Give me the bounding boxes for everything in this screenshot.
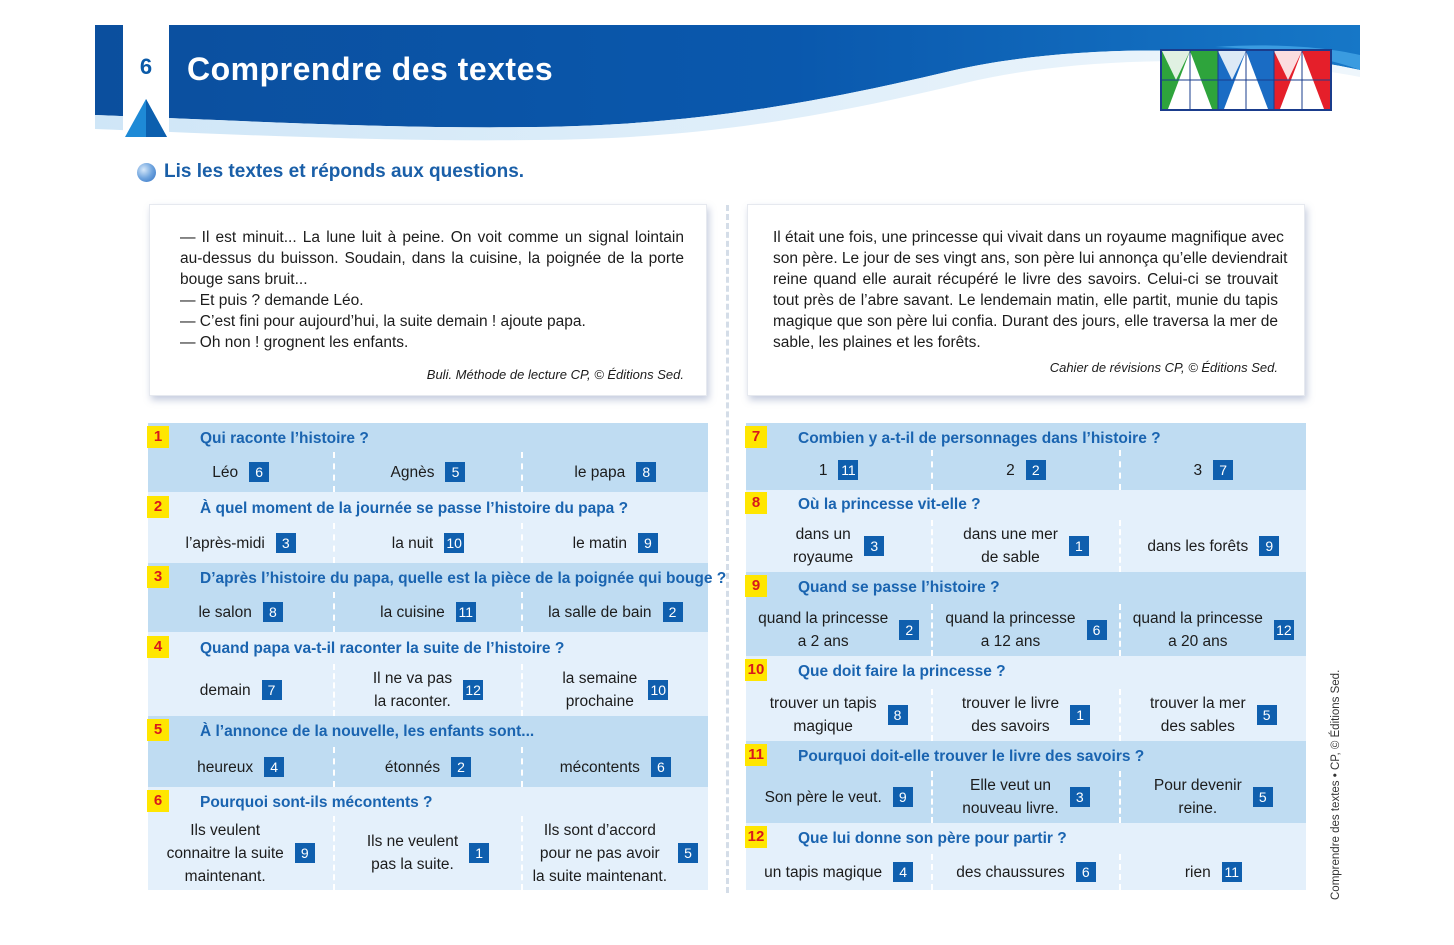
text-line: bouge sans bruit... (180, 271, 308, 288)
question-number: 4 (147, 636, 169, 658)
answer-option[interactable] (333, 592, 520, 632)
answer-line: de sable (981, 549, 1040, 566)
answer-line: la nuit (391, 534, 434, 552)
answer-label (562, 667, 637, 713)
answer-code-badge: 5 (1253, 787, 1273, 807)
answer-option[interactable] (148, 664, 333, 716)
answer-line: prochaine (565, 693, 634, 710)
answer-label (385, 756, 440, 779)
answer-label (392, 532, 433, 555)
text-line: tout près de l’abre savant. Le lendemain matin, elle partit, munie du tapis (773, 292, 1278, 309)
answer-label (1194, 459, 1203, 482)
answer-option[interactable] (148, 592, 333, 632)
text-line: au-dessus du buisson. Soudain, dans la cuisine, la poignée de la porte (180, 250, 684, 267)
answer-label (962, 774, 1059, 820)
answer-option[interactable] (148, 452, 333, 492)
answer-code-badge: 6 (1087, 620, 1107, 640)
answer-code-badge: 5 (445, 462, 465, 482)
text-line: — Et puis ? demande Léo. (180, 292, 364, 309)
answer-line: dans une mer (963, 526, 1058, 543)
answer-line: des savoirs (971, 718, 1050, 735)
question-text: Qui raconte l’histoire ? (200, 430, 369, 447)
instruction-text: Lis les textes et réponds aux questions. (164, 161, 525, 182)
answer-line: magique (793, 718, 853, 735)
answer-options (148, 747, 708, 787)
question-number: 12 (745, 826, 767, 848)
answer-line: a 12 ans (980, 633, 1041, 650)
answer-label (186, 532, 265, 555)
column-divider (726, 205, 729, 893)
answer-option[interactable] (333, 747, 520, 787)
answer-code-badge: 9 (1259, 536, 1279, 556)
answer-line: étonnés (384, 758, 441, 776)
answer-line: trouver un tapis (769, 695, 877, 712)
answer-option[interactable] (931, 854, 1118, 890)
answer-options (148, 523, 708, 563)
answer-label (200, 679, 251, 702)
answer-label (770, 692, 877, 738)
question-text: Que doit faire la princesse ? (798, 663, 1006, 680)
instruction (137, 161, 524, 183)
answer-option[interactable] (931, 771, 1118, 823)
answer-code-badge: 2 (663, 602, 683, 622)
answer-line: la raconter. (374, 693, 451, 710)
answer-option[interactable] (1119, 450, 1306, 490)
question-4 (148, 632, 708, 716)
page-number: 6 (123, 25, 169, 125)
answer-code-badge: 5 (1257, 705, 1277, 725)
answer-label (1185, 861, 1211, 884)
answer-line: Pour devenir (1153, 777, 1242, 794)
question-1 (148, 423, 708, 492)
answer-line: trouver le livre (961, 695, 1060, 712)
answer-line: Ils sont d’accord (543, 821, 656, 839)
answer-label (548, 601, 651, 624)
answer-option[interactable] (746, 450, 931, 490)
answer-label (197, 756, 253, 779)
answer-line: quand la princesse (945, 610, 1076, 627)
side-credit (1330, 660, 1344, 900)
answer-label (819, 459, 828, 482)
answer-line: quand la princesse (758, 610, 889, 627)
answer-line: connaitre la suite (166, 844, 284, 862)
answer-label (198, 601, 251, 624)
answer-line: a 20 ans (1168, 633, 1228, 650)
question-8 (746, 490, 1306, 572)
answer-line: Son père le veut. (764, 788, 882, 806)
answer-code-badge: 9 (295, 843, 315, 863)
answer-option[interactable] (148, 816, 333, 890)
text-line: reine quand elle aurait récupéré le livre des savoirs. Celui-ci se trouvait (773, 271, 1278, 288)
answer-options (746, 771, 1306, 823)
text-line: son père. Le jour de ses vingt ans, son père lui annonça qu’elle deviendrait (773, 250, 1288, 267)
answer-line: Léo (212, 463, 239, 481)
answer-label (573, 532, 627, 555)
answer-line: nouveau livre. (962, 800, 1059, 817)
answer-code-badge: 1 (469, 843, 489, 863)
answer-options (148, 592, 708, 632)
answer-line: le papa (574, 463, 626, 481)
answer-option[interactable] (931, 604, 1118, 656)
answer-label (380, 601, 445, 624)
answer-label (212, 461, 238, 484)
text-line: — Il est minuit... La lune luit à peine. On voit comme un signal lointain (180, 229, 684, 246)
answer-code-badge: 7 (262, 680, 282, 700)
question-number: 8 (745, 492, 767, 514)
answer-label (391, 461, 435, 484)
answer-option[interactable] (746, 771, 931, 823)
answer-label (1150, 692, 1246, 738)
answer-options (746, 520, 1306, 572)
question-11 (746, 741, 1306, 823)
question-number: 10 (745, 659, 767, 681)
answer-option[interactable] (1119, 854, 1306, 890)
question-text: À quel moment de la journée se passe l’histoire du papa ? (200, 500, 629, 517)
answer-code-badge: 11 (456, 602, 476, 622)
answer-label (793, 523, 853, 569)
question-text: Pourquoi doit-elle trouver le livre des savoirs ? (798, 748, 1145, 765)
question-number: 6 (147, 790, 169, 812)
answer-option[interactable] (521, 452, 708, 492)
text-line: magique que son père lui confia. Durant des jours, elle traversa la mer de (773, 313, 1278, 330)
page-title: Comprendre des textes (187, 51, 554, 87)
answer-line: 1 (818, 461, 828, 479)
answer-label (373, 667, 452, 713)
answer-options (148, 452, 708, 492)
page-header (95, 25, 1360, 143)
answer-code-badge: 3 (864, 536, 884, 556)
answer-line: heureux (197, 758, 254, 776)
answer-label (533, 819, 667, 888)
answer-code-badge: 2 (899, 620, 919, 640)
text-line: — Oh non ! grognent les enfants. (180, 334, 409, 351)
answer-code-badge: 2 (1026, 460, 1046, 480)
answer-code-badge: 8 (888, 705, 908, 725)
answer-option[interactable] (521, 816, 708, 890)
answer-option[interactable] (333, 816, 520, 890)
answer-code-badge: 10 (444, 533, 464, 553)
answer-code-badge: 11 (1222, 862, 1242, 882)
answer-code-badge: 2 (451, 757, 471, 777)
answer-line: maintenant. (184, 867, 266, 885)
answer-code-badge: 7 (1213, 460, 1233, 480)
answer-label (1006, 459, 1015, 482)
answer-code-badge: 1 (1069, 536, 1089, 556)
answer-line: Elle veut un (969, 777, 1051, 794)
text-source: Cahier de révisions CP, © Éditions Sed. (1049, 360, 1278, 375)
answer-option[interactable] (521, 523, 708, 563)
answer-line: la cuisine (380, 603, 445, 621)
answer-code-badge: 10 (648, 680, 668, 700)
answer-line: dans un (795, 526, 851, 543)
question-9 (746, 572, 1306, 656)
answer-line: quand la princesse (1132, 610, 1263, 627)
question-2 (148, 492, 708, 563)
text-source: Buli. Méthode de lecture CP, © Éditions Sed. (426, 367, 684, 382)
answer-option[interactable] (333, 452, 520, 492)
answer-line: le matin (572, 534, 627, 552)
answer-label (962, 692, 1059, 738)
answer-code-badge: 9 (638, 533, 658, 553)
answer-options (148, 664, 708, 716)
question-number: 9 (745, 575, 767, 597)
answer-code-badge: 6 (1076, 862, 1096, 882)
answer-label (167, 819, 284, 888)
answer-option[interactable] (746, 854, 931, 890)
answer-option[interactable] (746, 604, 931, 656)
answer-options (746, 854, 1306, 890)
question-number: 7 (745, 426, 767, 448)
question-6 (148, 787, 708, 890)
question-number: 11 (745, 744, 767, 766)
answer-code-badge: 5 (678, 843, 698, 863)
answer-label (1154, 774, 1242, 820)
answer-line: des sables (1160, 718, 1235, 735)
answer-option[interactable] (746, 689, 931, 741)
question-text: À l’annonce de la nouvelle, les enfants sont... (200, 723, 535, 740)
answer-label (367, 830, 458, 876)
answer-code-badge: 8 (636, 462, 656, 482)
text-line: sable, les plaines et les forêts. (773, 334, 981, 351)
answer-label (758, 607, 888, 653)
question-text: Pourquoi sont-ils mécontents ? (200, 794, 433, 811)
question-number: 5 (147, 719, 169, 741)
question-text: Quand se passe l’histoire ? (798, 579, 1000, 596)
answer-line: dans les forêts (1147, 537, 1249, 555)
question-text: D’après l’histoire du papa, quelle est la pièce de la poignée qui bouge ? (200, 570, 727, 587)
answer-option[interactable] (148, 747, 333, 787)
answer-option[interactable] (931, 450, 1118, 490)
answer-option[interactable] (521, 592, 708, 632)
triangle-mosaic-logo (1160, 49, 1332, 111)
answer-label (1133, 607, 1263, 653)
answer-option[interactable] (521, 664, 708, 716)
answer-label (574, 461, 625, 484)
answer-code-badge: 6 (249, 462, 269, 482)
answer-line: Ils veulent (190, 821, 261, 839)
answer-line: 2 (1006, 461, 1015, 479)
side-credit-text: Comprendre des textes • CP, © Éditions Sed. (1330, 669, 1342, 900)
answer-label (560, 756, 640, 779)
question-text: Quand papa va-t-il raconter la suite de l’histoire ? (200, 640, 565, 657)
answer-option[interactable] (746, 520, 931, 572)
answer-code-badge: 9 (893, 787, 913, 807)
question-7 (746, 423, 1306, 490)
question-5 (148, 716, 708, 787)
question-number: 3 (147, 566, 169, 588)
answer-option[interactable] (931, 520, 1118, 572)
answer-line: la suite maintenant. (532, 867, 668, 885)
reading-text-left (149, 204, 707, 396)
answer-line: royaume (793, 549, 854, 566)
answer-code-badge: 11 (838, 460, 858, 480)
answer-option[interactable] (931, 689, 1118, 741)
answer-code-badge: 6 (651, 757, 671, 777)
answer-line: Il ne va pas (372, 670, 453, 687)
question-number: 1 (147, 426, 169, 448)
answer-option[interactable] (333, 523, 520, 563)
answer-line: pas la suite. (371, 856, 454, 873)
question-3 (148, 563, 727, 632)
answer-option[interactable] (521, 747, 708, 787)
answer-option[interactable] (1119, 689, 1306, 741)
question-12 (746, 823, 1306, 890)
question-10 (746, 656, 1306, 741)
answer-line: l’après-midi (185, 534, 265, 552)
answer-line: Ils ne veulent (366, 833, 459, 850)
answer-line: rien (1184, 863, 1211, 881)
answer-code-badge: 3 (276, 533, 296, 553)
page-number-triangle (123, 97, 169, 141)
answer-line: reine. (1178, 800, 1218, 817)
answer-option[interactable] (333, 664, 520, 716)
answer-option[interactable] (1119, 520, 1306, 572)
answer-code-badge: 4 (893, 862, 913, 882)
answer-label (963, 523, 1058, 569)
question-text: Où la princesse vit-elle ? (798, 496, 981, 513)
question-text: Combien y a-t-il de personnages dans l’histoire ? (798, 430, 1161, 447)
answer-line: la salle de bain (548, 603, 652, 621)
answer-label (1147, 535, 1248, 558)
answer-options (746, 450, 1306, 490)
answer-code-badge: 8 (263, 602, 283, 622)
answer-label (956, 861, 1065, 884)
question-number: 2 (147, 496, 169, 518)
answer-line: 3 (1193, 461, 1203, 479)
answer-line: des chaussures (956, 863, 1065, 881)
question-text: Que lui donne son père pour partir ? (798, 830, 1067, 847)
answer-label (945, 607, 1075, 653)
answer-options (148, 816, 708, 890)
text-line: — C’est fini pour aujourd’hui, la suite demain ! ajoute papa. (180, 313, 586, 330)
answer-option[interactable] (1119, 771, 1306, 823)
answer-code-badge: 12 (463, 680, 483, 700)
answer-line: la semaine (562, 670, 638, 687)
answer-line: un tapis magique (764, 863, 883, 881)
answer-code-badge: 1 (1070, 705, 1090, 725)
answer-line: demain (199, 681, 251, 699)
answer-option[interactable] (1119, 604, 1306, 656)
answer-line: Agnès (390, 463, 435, 481)
answer-label (764, 861, 882, 884)
answer-options (746, 604, 1306, 656)
answer-line: pour ne pas avoir (539, 844, 660, 862)
reading-text-right (747, 204, 1305, 396)
answer-options (746, 689, 1306, 741)
answer-line: trouver la mer (1150, 695, 1246, 712)
answer-code-badge: 12 (1274, 620, 1294, 640)
text-line: Il était une fois, une princesse qui vivait dans un royaume magnifique avec (773, 229, 1284, 246)
answer-code-badge: 3 (1070, 787, 1090, 807)
answer-line: a 2 ans (797, 633, 849, 650)
answer-line: le salon (198, 603, 252, 621)
answer-label (765, 786, 882, 809)
bullet-icon (137, 163, 156, 182)
answer-line: mécontents (559, 758, 640, 776)
answer-option[interactable] (148, 523, 333, 563)
answer-code-badge: 4 (264, 757, 284, 777)
